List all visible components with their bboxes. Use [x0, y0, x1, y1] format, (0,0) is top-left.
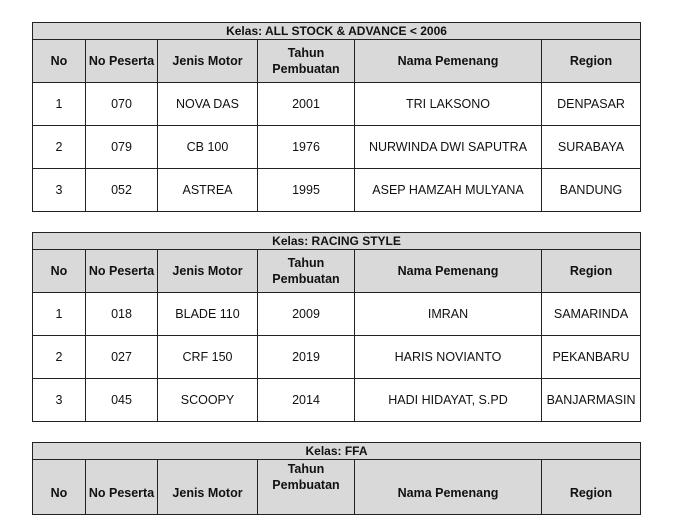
col-no: No — [33, 460, 86, 515]
cell-nama: HADI HIDAYAT, S.PD — [355, 379, 542, 422]
cell-peserta: 027 — [86, 336, 158, 379]
col-tahun-line2: Pembuatan — [272, 272, 340, 286]
cell-motor: NOVA DAS — [158, 83, 258, 126]
col-tahun — [258, 460, 355, 515]
col-peserta: No Peserta — [86, 460, 158, 515]
col-tahun-line1: Tahun — [287, 256, 325, 270]
cell-nama: HARIS NOVIANTO — [355, 336, 542, 379]
cell-tahun: 2001 — [258, 83, 355, 126]
table-row — [33, 126, 641, 169]
class-title: Kelas: RACING STYLE — [33, 233, 641, 250]
header-row — [33, 460, 641, 515]
results-table-all-stock — [32, 22, 641, 212]
col-no: No — [33, 250, 86, 293]
col-tahun-line2: Pembuatan — [272, 478, 340, 492]
col-region: Region — [542, 40, 641, 83]
cell-region: SURABAYA — [542, 126, 641, 169]
col-tahun-line1: Tahun — [287, 462, 325, 476]
table-row — [33, 379, 641, 422]
cell-nama: IMRAN — [355, 293, 542, 336]
cell-peserta: 052 — [86, 169, 158, 212]
cell-region: PEKANBARU — [542, 336, 641, 379]
table-row — [33, 336, 641, 379]
cell-region: BANDUNG — [542, 169, 641, 212]
cell-no: 3 — [33, 379, 86, 422]
table-row — [33, 83, 641, 126]
col-nama: Nama Pemenang — [355, 460, 542, 515]
cell-no: 3 — [33, 169, 86, 212]
cell-motor: CB 100 — [158, 126, 258, 169]
col-nama: Nama Pemenang — [355, 250, 542, 293]
col-region: Region — [542, 250, 641, 293]
cell-motor: ASTREA — [158, 169, 258, 212]
cell-no: 2 — [33, 336, 86, 379]
table-row — [33, 293, 641, 336]
col-nama: Nama Pemenang — [355, 40, 542, 83]
results-table-racing-style — [32, 232, 641, 422]
cell-tahun: 2014 — [258, 379, 355, 422]
cell-tahun: 2019 — [258, 336, 355, 379]
cell-no: 1 — [33, 83, 86, 126]
results-table-ffa — [32, 442, 641, 515]
cell-tahun: 2009 — [258, 293, 355, 336]
col-tahun-line2: Pembuatan — [272, 62, 340, 76]
table-row — [33, 169, 641, 212]
cell-peserta: 045 — [86, 379, 158, 422]
col-motor: Jenis Motor — [158, 40, 258, 83]
cell-nama: ASEP HAMZAH MULYANA — [355, 169, 542, 212]
col-tahun — [258, 40, 355, 83]
class-title: Kelas: FFA — [33, 443, 641, 460]
cell-no: 2 — [33, 126, 86, 169]
cell-peserta: 079 — [86, 126, 158, 169]
col-no: No — [33, 40, 86, 83]
cell-tahun: 1995 — [258, 169, 355, 212]
cell-no: 1 — [33, 293, 86, 336]
cell-region: SAMARINDA — [542, 293, 641, 336]
class-title: Kelas: ALL STOCK & ADVANCE < 2006 — [33, 23, 641, 40]
cell-motor: BLADE 110 — [158, 293, 258, 336]
col-motor: Jenis Motor — [158, 250, 258, 293]
col-peserta: No Peserta — [86, 40, 158, 83]
header-row — [33, 40, 641, 83]
cell-peserta: 018 — [86, 293, 158, 336]
col-motor: Jenis Motor — [158, 460, 258, 515]
col-tahun-line1: Tahun — [287, 46, 325, 60]
col-peserta: No Peserta — [86, 250, 158, 293]
cell-region: DENPASAR — [542, 83, 641, 126]
col-tahun — [258, 250, 355, 293]
col-region: Region — [542, 460, 641, 515]
cell-nama: TRI LAKSONO — [355, 83, 542, 126]
cell-peserta: 070 — [86, 83, 158, 126]
cell-motor: CRF 150 — [158, 336, 258, 379]
cell-motor: SCOOPY — [158, 379, 258, 422]
header-row — [33, 250, 641, 293]
cell-nama: NURWINDA DWI SAPUTRA — [355, 126, 542, 169]
cell-tahun: 1976 — [258, 126, 355, 169]
cell-region: BANJARMASIN — [542, 379, 641, 422]
